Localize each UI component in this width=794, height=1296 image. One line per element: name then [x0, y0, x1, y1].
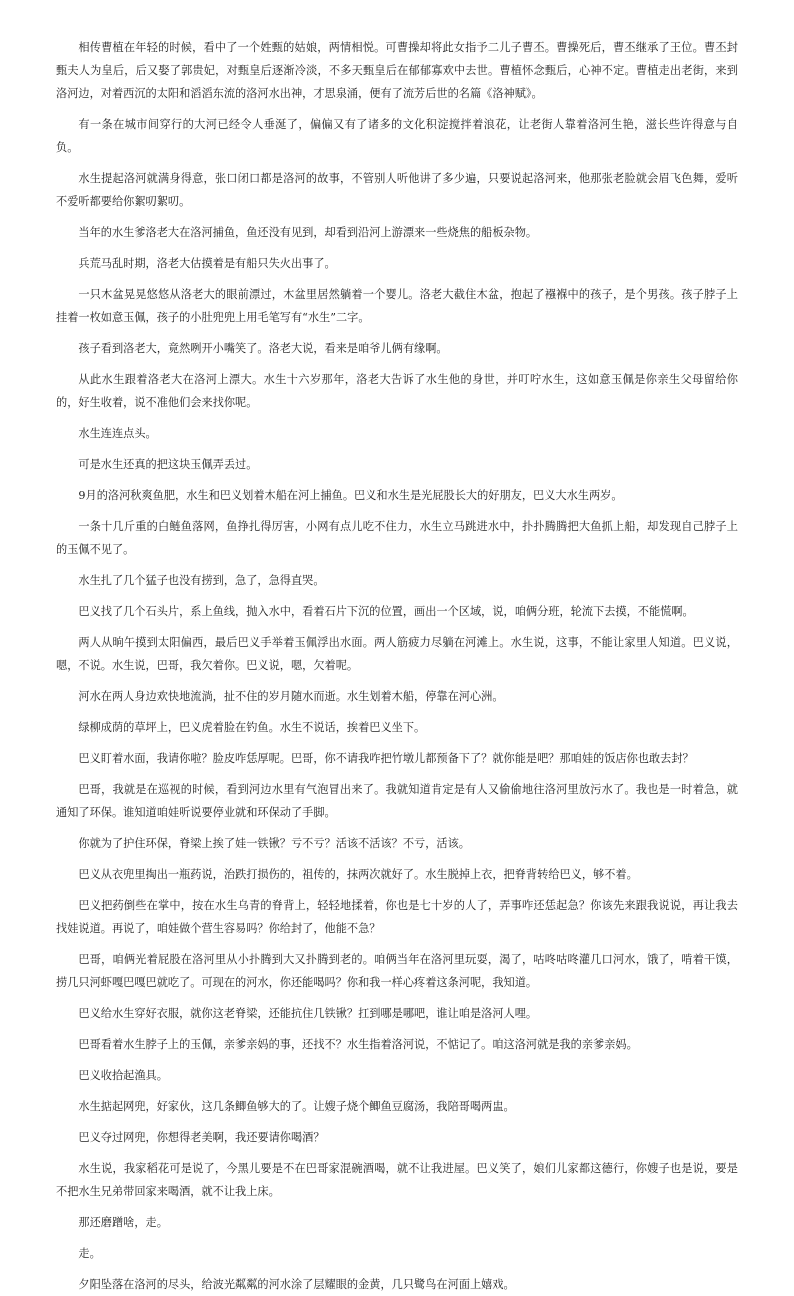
paragraph: 一条十几斤重的白鲢鱼落网，鱼挣扎得厉害，小网有点儿吃不住力，水生立马跳进水中，扑扑腾腾把大鱼抓上船，却发现自己脖子上的玉佩不见了。 — [56, 520, 738, 556]
paragraph: 相传曹植在年轻的时候，看中了一个姓甄的姑娘，两情相悦。可曹操却将此女指予二儿子曹丕。曹操死后，曹丕继承了王位。曹丕封甄夫人为皇后，后又娶了郭贵妃，对甄皇后逐渐冷淡，不多天甄皇后在郁郁寡欢中去世。曹植怀念甄后，心神不定。曹植走出老街，来到洛河边，对着西沉的太阳和滔滔东流的洛河水出神，才思泉涌，便有了流芳后世的名篇《洛神赋》。 — [56, 41, 738, 100]
paragraph: 河水在两人身边欢快地流淌，扯不住的岁月随水而逝。水生划着木船，停靠在河心洲。 — [78, 690, 504, 703]
paragraph: 当年的水生爹洛老大在洛河捕鱼，鱼还没有见到，却看到沿河上游漂来一些烧焦的船板杂物。 — [78, 226, 538, 239]
paragraph: 一只木盆晃晃悠悠从洛老大的眼前漂过，木盆里居然躺着一个婴儿。洛老大截住木盆，抱起了襁褓中的孩子，是个男孩。孩子脖子上挂着一枚如意玉佩，孩子的小肚兜兜上用毛笔写有“水生”二字。 — [56, 288, 738, 324]
paragraph: 巴义夺过网兜，你想得老美啊，我还要请你喝酒？ — [78, 1131, 325, 1144]
paragraph: 巴哥看着水生脖子上的玉佩，亲爹亲妈的事，还找不？水生指着洛河说，不惦记了。咱这洛河就是我的亲爹亲妈。 — [78, 1038, 638, 1051]
paragraph: 巴义给水生穿好衣服，就你这老脊梁，还能抗住几铁锹？扛到哪是哪吧，谁让咱是洛河人哩。 — [78, 1007, 538, 1020]
paragraph: 那还磨蹭啥，走。 — [78, 1216, 168, 1229]
paragraph: 走。 — [78, 1247, 101, 1260]
paragraph: 巴义收拾起渔具。 — [78, 1069, 168, 1082]
paragraph: 孩子看到洛老大，竟然咧开小嘴笑了。洛老大说，看来是咱爷儿俩有缘啊。 — [78, 342, 448, 355]
paragraph: 巴哥，咱俩光着屁股在洛河里从小扑腾到大又扑腾到老的。咱俩当年在洛河里玩耍，渴了，咕咚咕咚灌几口河水，饿了，啃着干馍，捞几只河虾嘎巴嘎巴就吃了。可现在的河水，你还能喝吗？你和我一样心疼着这条河呢，我知道。 — [56, 953, 738, 989]
paragraph: 两人从晌午摸到太阳偏西，最后巴义手举着玉佩浮出水面。两人筋疲力尽躺在河滩上。水生说，这事，不能让家里人知道。巴义说，嗯，不说。水生说，巴哥，我欠着你。巴义说，嗯，欠着呢。 — [56, 636, 738, 672]
paragraph: 夕阳坠落在洛河的尽头，给波光粼粼的河水涂了层耀眼的金黄，几只鹭鸟在河面上嬉戏。 — [78, 1278, 515, 1291]
paragraph: 水生说，我家稻花可是说了，今黑儿要是不在巴哥家混碗酒喝，就不让我进屋。巴义笑了，娘们儿家都这德行，你嫂子也是说，要是不把水生兄弟带回家来喝酒，就不让我上床。 — [56, 1162, 738, 1198]
paragraph: 水生提起洛河就满身得意，张口闭口都是洛河的故事，不管别人听他讲了多少遍，只要说起洛河来，他那张老脸就会眉飞色舞，爱听不爱听都要给你絮叨絮叨。 — [56, 172, 738, 208]
paragraph: 有一条在城市间穿行的大河已经令人垂涎了，偏偏又有了诸多的文化积淀搅拌着浪花，让老街人靠着洛河生艳，滋长些许得意与自负。 — [56, 118, 738, 154]
paragraph: 9月的洛河秋爽鱼肥，水生和巴义划着木船在河上捕鱼。巴义和水生是光屁股长大的好朋友，巴义大水生两岁。 — [78, 489, 623, 502]
paragraph: 水生连连点头。 — [78, 427, 157, 440]
paragraph: 可是水生还真的把这块玉佩弄丢过。 — [78, 458, 258, 471]
paragraph: 水生掂起网兜，好家伙，这几条鲫鱼够大的了。让嫂子烧个鲫鱼豆腐汤，我陪哥喝两盅。 — [78, 1100, 515, 1113]
paragraph: 兵荒马乱时期，洛老大估摸着是有船只失火出事了。 — [78, 257, 336, 270]
paragraph: 水生扎了几个猛子也没有捞到，急了，急得直哭。 — [78, 574, 325, 587]
paragraph: 巴义找了几个石头片，系上鱼线，抛入水中，看着石片下沉的位置，画出一个区域，说，咱俩分班，轮流下去摸，不能慌啊。 — [78, 605, 694, 618]
paragraph: 你就为了护住环保，脊梁上挨了娃一铁锹？亏不亏？活该不活该？不亏，活该。 — [78, 837, 470, 850]
paragraph: 从此水生跟着洛老大在洛河上漂大。水生十六岁那年，洛老大告诉了水生他的身世，并叮咛水生，这如意玉佩是你亲生父母留给你的，好生收着，说不准他们会来找你呢。 — [56, 373, 738, 409]
paragraph: 巴义盯着水面，我请你啦？脸皮咋恁厚呢。巴哥，你不请我咋把竹墩儿都预备下了？就你能是吧？那咱娃的饭店你也敢去封？ — [78, 752, 694, 765]
paragraph: 绿柳成荫的草坪上，巴义虎着脸在钓鱼。水生不说话，挨着巴义坐下。 — [78, 721, 426, 734]
paragraph: 巴义把药倒些在掌中，按在水生乌青的脊背上，轻轻地揉着，你也是七十岁的人了，弄事咋还恁起急？你该先来跟我说说，再让我去找娃说道。再说了，咱娃做个营生容易吗？你给封了，他能不急？ — [56, 899, 738, 935]
paragraph: 巴义从衣兜里掏出一瓶药说，治跌打损伤的，祖传的，抹两次就好了。水生脱掉上衣，把脊背转给巴义，够不着。 — [78, 868, 638, 881]
paragraph: 巴哥，我就是在巡视的时候，看到河边水里有气泡冒出来了。我就知道肯定是有人又偷偷地往洛河里放污水了。我也是一时着急，就通知了环保。谁知道咱娃听说要停业就和环保动了手脚。 — [56, 783, 738, 819]
